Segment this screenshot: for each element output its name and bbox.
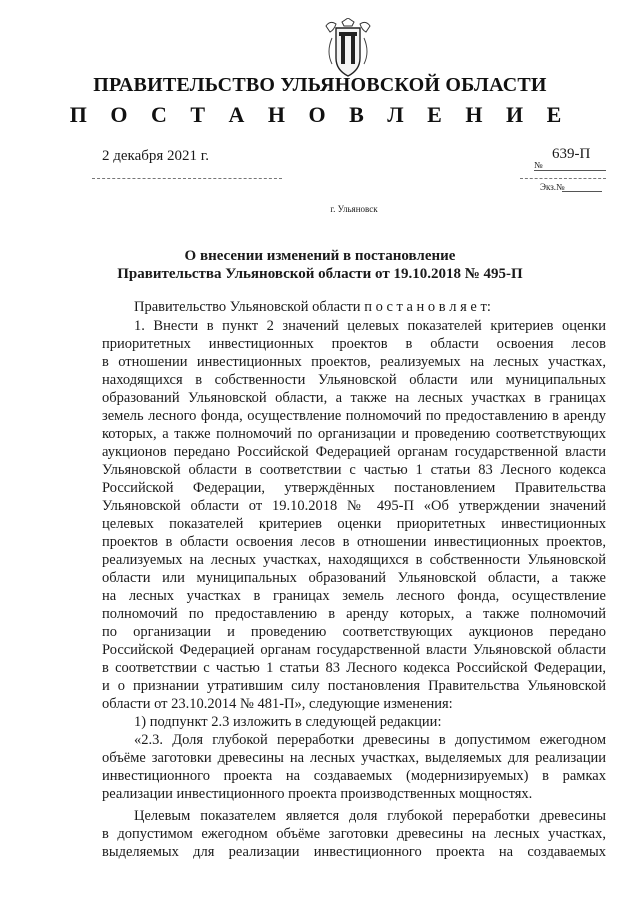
body-line: полномочий по предоставлению в аренду которых, а также полномочий xyxy=(102,606,606,622)
body-line: выделяемых для реализации инвестиционного проекта на создаваемых xyxy=(102,844,606,860)
document-date: 2 декабря 2021 г. xyxy=(102,148,209,164)
heading-line-1: О внесении изменений в постановление xyxy=(184,248,456,264)
body-line: целевых показателей критериев оценки приоритетных инвестиционных xyxy=(102,516,606,532)
body-line: Российской Федерации, утверждённых постановлением Правительства xyxy=(102,480,606,496)
government-title: ПРАВИТЕЛЬСТВО УЛЬЯНОВСКОЙ ОБЛАСТИ xyxy=(93,74,547,96)
body-line: области или муниципальных образований Ульяновской области, а также xyxy=(102,570,606,586)
body-line: находящихся в собственности Ульяновской области или муниципальных xyxy=(102,372,606,388)
body-line: инвестиционного проекта на создаваемых (модернизируемых) в рамках xyxy=(102,768,606,784)
coat-of-arms-emblem xyxy=(322,18,374,80)
body-line: на лесных участках в границах земель лесного фонда, осуществление xyxy=(102,588,606,604)
body-line: 1) подпункт 2.3 изложить в следующей редакции: xyxy=(134,714,442,730)
body-line: 1. Внести в пункт 2 значений целевых показателей критериев оценки xyxy=(134,318,606,334)
body-line: аукционов передано Российской Федерацией органам государственной власти xyxy=(102,444,606,460)
body-line: реализуемых на лесных участках, находящихся в собственности Ульяновской xyxy=(102,552,606,568)
copy-underline xyxy=(562,191,602,192)
body-line: реализации инвестиционного проекта производственных мощностях. xyxy=(102,786,533,802)
document-type: П О С Т А Н О В Л Е Н И Е xyxy=(69,102,571,127)
body-line: Российской Федерацией органам государственной власти Ульяновской области xyxy=(102,642,606,658)
body-line: объёме заготовки древесины на лесных участках, выделяемых для реализации xyxy=(102,750,606,766)
body-line: приоритетных инвестиционных проектов в области освоения лесов xyxy=(102,336,606,352)
body-line: образований Ульяновской области, а также на лесных участках в границах xyxy=(102,390,606,406)
number-dashed-line xyxy=(520,178,606,179)
city-name: г. Ульяновск xyxy=(330,204,378,214)
date-underline xyxy=(92,178,282,179)
preamble xyxy=(134,298,491,316)
number-prefix: № xyxy=(534,160,543,170)
body-line: Целевым показателем является доля глубокой переработки древесины xyxy=(134,808,606,824)
body-line: и о признании утратившим силу постановления Правительства Ульяновской xyxy=(102,678,606,694)
body-line: которых, а также полномочий по организации и проведению соответствующих xyxy=(102,426,606,442)
body-line: проектов в области освоения лесов в отношении инвестиционных проектов, xyxy=(102,534,606,550)
body-line: земель лесного фонда, осуществление полномочий по предоставлению в аренду xyxy=(102,408,606,424)
body-line: Ульяновской области в соответствии с частью 1 статьи 83 Лесного кодекса xyxy=(102,462,606,478)
body-line: в допустимом ежегодном объёме заготовки древесины на лесных участках, xyxy=(102,826,606,842)
copy-label: Экз.№ xyxy=(540,182,565,192)
body-line: в отношении инвестиционных проектов, реализуемых на лесных участках, xyxy=(102,354,606,370)
body-line: по организации и проведению соответствующих аукционов передано xyxy=(102,624,606,640)
body-line: «2.3. Доля глубокой переработки древесины в допустимом ежегодном xyxy=(134,732,606,748)
preamble-verb: п о с т а н о в л я е т: xyxy=(364,299,491,315)
document-heading xyxy=(0,247,640,283)
body-line: в соответствии с частью 1 статьи 83 Лесного кодекса Российской Федерации, xyxy=(102,660,606,676)
preamble-subject: Правительство Ульяновской области xyxy=(134,299,361,315)
body-line: области от 23.10.2014 № 481-П», следующие изменения: xyxy=(102,696,453,712)
body-line: Ульяновской области от 19.10.2018 № 495-П «Об утверждении значений xyxy=(102,498,606,514)
heading-line-2: Правительства Ульяновской области от 19.10.2018 № 495-П xyxy=(117,266,523,282)
number-underline xyxy=(534,170,606,171)
document-number: 639-П xyxy=(552,146,591,162)
